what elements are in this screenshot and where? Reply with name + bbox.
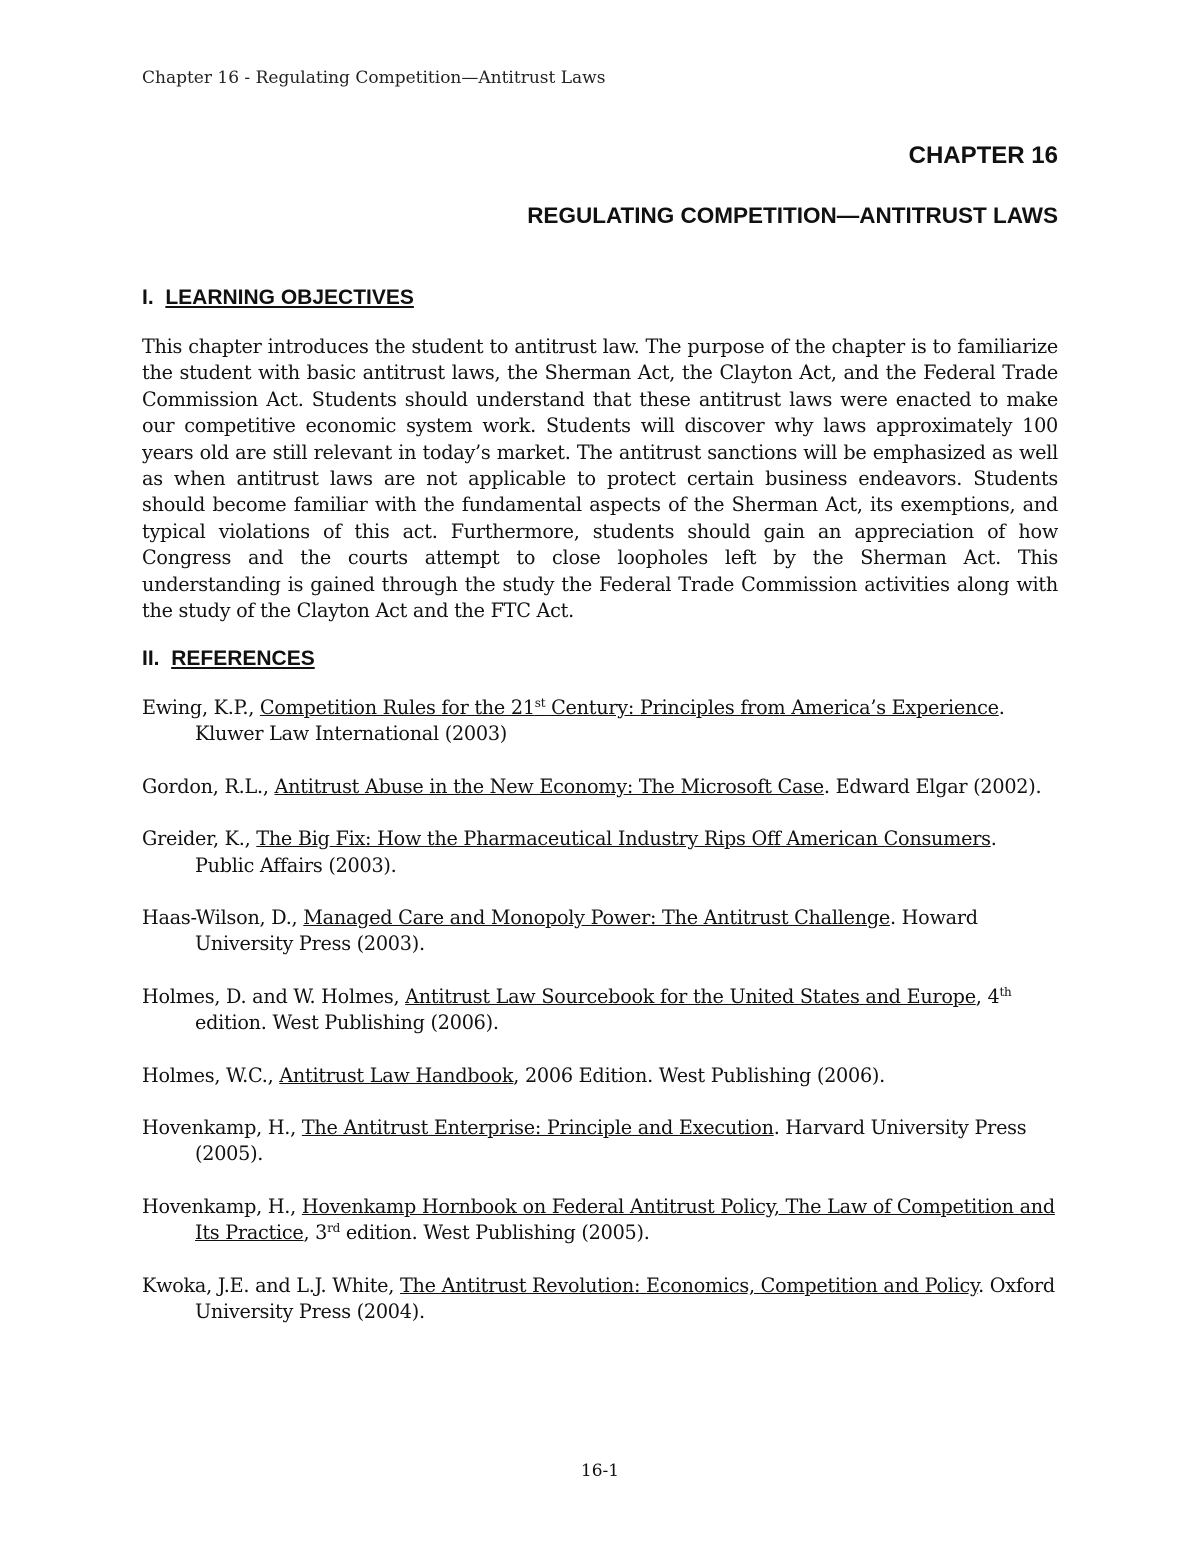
page-number: 16-1: [580, 1461, 620, 1481]
reference-publisher: . Harvard University Press (2005).: [195, 1116, 1027, 1166]
reference-author: Gordon, R.L.,: [142, 774, 275, 798]
reference-item: [142, 984, 1058, 1037]
reference-publisher: . Howard University Press (2003).: [195, 906, 978, 956]
reference-publisher: , 3rd edition. West Publishing (2005).: [303, 1221, 650, 1245]
reference-list: [142, 695, 1058, 1352]
reference-author: Hovenkamp, H.,: [142, 1116, 302, 1140]
reference-item: [142, 1063, 1058, 1089]
reference-publisher: . Oxford University Press (2004).: [195, 1273, 1055, 1324]
section-heading-references: [142, 647, 315, 671]
reference-publisher: , 2006 Edition. West Publishing (2006).: [513, 1063, 886, 1087]
reference-publisher: . Kluwer Law International (2003): [195, 696, 1005, 746]
reference-author: Holmes, D. and W. Holmes,: [142, 984, 406, 1008]
reference-item: [142, 905, 1058, 958]
reference-item: [142, 695, 1058, 748]
reference-author: Hovenkamp, H.,: [142, 1194, 302, 1218]
reference-author: Greider, K.,: [142, 827, 257, 851]
objectives-paragraph: This chapter introduces the student to antitrust law. The purpose of the chapter is to familiarize the student with basic antitrust laws, the Sherman Act, the Clayton Act, and the Federal Trade Commission Act. Students should understand that these antitrust laws were enacted to make our competitive economic system work. Students will discover why laws approximately 100 years old are still relevant in today’s market. The antitrust sanctions will be emphasized as well as when antitrust laws are not applicable to protect certain business endeavors. Students should become familiar with the fundamental aspects of the Sherman Act, its exemptions, and typical violations of this act. Furthermore, students should gain an appreciation of how Congress and the courts attempt to close loopholes left by the Sherman Act. This understanding is gained through the study the Federal Trade Commission activities along with the study of the Clayton Act and the FTC Act.: [142, 335, 1058, 623]
running-header: Chapter 16 - Regulating Competition—Antitrust Laws: [142, 68, 606, 88]
section-title: LEARNING OBJECTIVES: [165, 286, 414, 309]
reference-author: Kwoka, J.E. and L.J. White,: [142, 1273, 400, 1297]
reference-author: Haas-Wilson, D.,: [142, 906, 304, 930]
reference-item: [142, 1194, 1058, 1247]
reference-title: Antitrust Law Sourcebook for the United States and Europe: [405, 984, 976, 1008]
reference-item: [142, 1273, 1058, 1326]
reference-title: The Antitrust Revolution: Economics, Competition and Policy: [399, 1273, 979, 1297]
reference-title: Competition Rules for the 21st Century: Principles from America’s Experience: [259, 696, 999, 719]
reference-publisher: . Public Affairs (2003).: [195, 827, 997, 877]
reference-title: Hovenkamp Hornbook on Federal Antitrust Policy, The Law of Competition and Its Practice: [195, 1194, 1055, 1245]
reference-title: The Big Fix: How the Pharmaceutical Industry Rips Off American Consumers: [256, 827, 991, 851]
chapter-title: REGULATING COMPETITION—ANTITRUST LAWS: [527, 203, 1058, 228]
reference-author: Ewing, K.P.,: [142, 696, 260, 719]
section-number: II.: [142, 647, 160, 670]
reference-title: Antitrust Abuse in the New Economy: The Microsoft Case: [274, 774, 824, 798]
section-heading-objectives: [142, 286, 414, 310]
reference-title: Managed Care and Monopoly Power: The Antitrust Challenge: [303, 906, 890, 930]
reference-item: [142, 1115, 1058, 1168]
reference-item: [142, 826, 1058, 879]
reference-publisher: , 4th edition. West Publishing (2006).: [195, 984, 1012, 1035]
reference-publisher: . Edward Elgar (2002).: [823, 774, 1042, 798]
section-title: REFERENCES: [171, 647, 315, 670]
reference-title: The Antitrust Enterprise: Principle and Execution: [301, 1116, 774, 1140]
chapter-number: CHAPTER 16: [908, 142, 1058, 169]
section-number: I.: [142, 286, 154, 309]
reference-item: [142, 774, 1058, 800]
reference-author: Holmes, W.C.,: [142, 1063, 280, 1087]
reference-title: Antitrust Law Handbook: [279, 1063, 514, 1087]
